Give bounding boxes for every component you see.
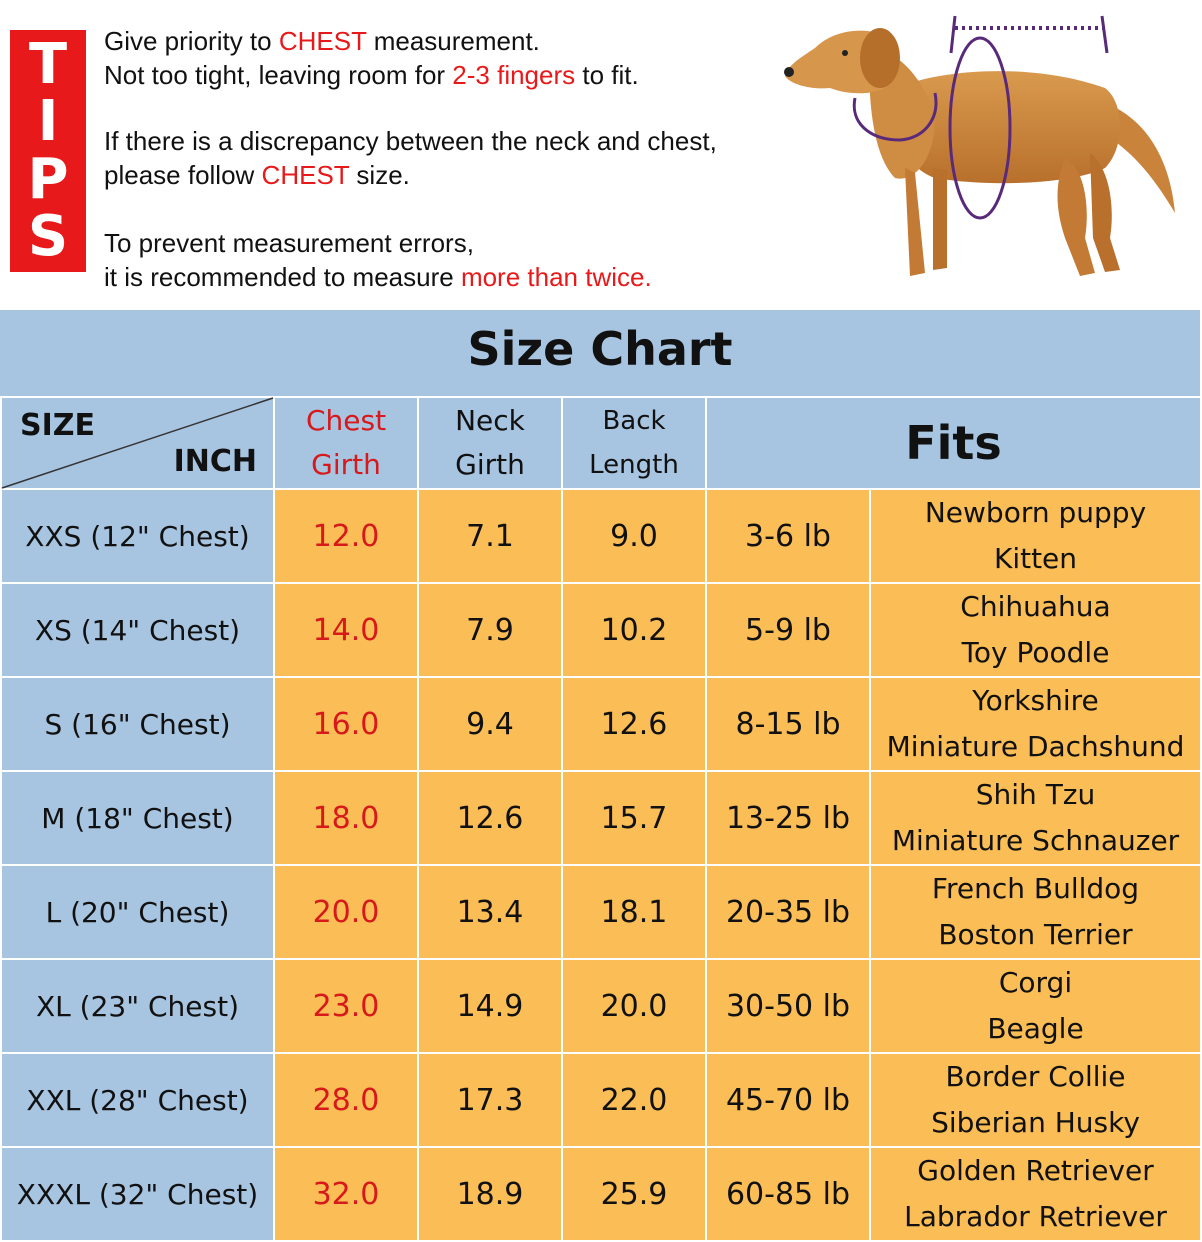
neck-cell: 12.6 [418,771,562,865]
weight-cell: 3-6 lb [706,489,870,583]
size-header-label: SIZE [20,408,96,443]
table-row [1,1053,1201,1147]
weight-cell: 5-9 lb [706,583,870,677]
table-row [1,1147,1201,1241]
weight-cell: 8-15 lb [706,677,870,771]
breed-label: Miniature Dachshund [886,730,1185,763]
weight-cell: 20-35 lb [706,865,870,959]
tip-line [104,24,639,58]
back-cell: 10.2 [562,583,706,677]
dog-measurement-illustration [775,8,1195,303]
chest-cell: 16.0 [274,677,418,771]
tip-chest-priority [104,24,639,92]
chest-cell: 20.0 [274,865,418,959]
header-line: Girth [455,448,525,481]
fits-cell [870,1053,1201,1147]
weight-cell: 13-25 lb [706,771,870,865]
chest-girth-header [274,397,418,489]
tip-highlight: CHEST [261,160,350,190]
fits-cell [870,677,1201,771]
back-cell: 25.9 [562,1147,706,1241]
tip-line: If there is a discrepancy between the neck and chest, [104,126,717,156]
tips-letter: P [27,146,69,212]
tip-highlight: 2-3 fingers [452,60,576,90]
header-line: Girth [311,448,381,481]
size-inch-header [1,397,274,489]
table-row [1,677,1201,771]
table-row [1,771,1201,865]
tip-text: measurement. [366,26,540,56]
chest-cell: 14.0 [274,583,418,677]
breed-label: Newborn puppy [924,496,1147,529]
size-cell: XXXL (32" Chest) [1,1147,274,1241]
chest-cell: 18.0 [274,771,418,865]
size-cell: XL (23" Chest) [1,959,274,1053]
breed-label: Corgi [998,966,1073,999]
neck-girth-header [418,397,562,489]
neck-cell: 17.3 [418,1053,562,1147]
back-cell: 18.1 [562,865,706,959]
tip-text: please follow [104,160,262,190]
weight-cell: 30-50 lb [706,959,870,1053]
breed-label: French Bulldog [931,872,1140,905]
fits-cell [870,489,1201,583]
back-cell: 12.6 [562,677,706,771]
size-cell: XS (14" Chest) [1,583,274,677]
size-cell: S (16" Chest) [1,677,274,771]
fits-cell [870,1147,1201,1241]
header-line: Back [602,406,666,436]
tips-letter: I [37,89,59,155]
chart-title: Size Chart [467,322,733,376]
neck-cell: 13.4 [418,865,562,959]
table-row [1,959,1201,1053]
inch-header-label: INCH [173,444,257,479]
fits-header: Fits [706,397,1201,489]
tip-line [104,58,639,92]
size-cell: XXL (28" Chest) [1,1053,274,1147]
back-cell: 15.7 [562,771,706,865]
header-line: Chest [305,404,387,437]
breed-label: Toy Poodle [961,636,1110,669]
tip-measure-twice [104,226,652,294]
breed-label: Kitten [993,542,1078,575]
tip-line: To prevent measurement errors, [104,228,474,258]
tip-discrepancy [104,124,717,192]
breed-label: Shih Tzu [975,778,1096,811]
weight-cell: 60-85 lb [706,1147,870,1241]
tip-text: size. [349,160,410,190]
tip-text: Give priority to [104,26,279,56]
breed-label: Golden Retriever [917,1154,1154,1187]
size-table [0,396,1202,1242]
neck-cell: 7.1 [418,489,562,583]
tip-text: it is recommended to measure [104,262,461,292]
tips-letter: S [27,204,69,270]
table-header-row [1,397,1201,489]
breed-label: Miniature Schnauzer [891,824,1180,857]
breed-label: Siberian Husky [931,1106,1140,1139]
tip-line [104,260,652,294]
tip-highlight: more than twice. [460,262,652,292]
breed-label: Chihuahua [960,590,1111,623]
back-cell: 22.0 [562,1053,706,1147]
tips-badge [10,30,86,272]
fits-cell [870,959,1201,1053]
chest-cell: 23.0 [274,959,418,1053]
breed-label: Border Collie [945,1060,1126,1093]
table-row [1,489,1201,583]
back-cell: 9.0 [562,489,706,583]
breed-label: Beagle [987,1012,1084,1045]
tip-highlight: CHEST [278,26,367,56]
weight-cell: 45-70 lb [706,1053,870,1147]
chest-cell: 12.0 [274,489,418,583]
chest-cell: 28.0 [274,1053,418,1147]
header-line: Neck [455,404,525,437]
header-line: Length [589,450,679,480]
size-cell: XXS (12" Chest) [1,489,274,583]
tip-text: Not too tight, leaving room for [104,60,453,90]
neck-cell: 18.9 [418,1147,562,1241]
table-row [1,583,1201,677]
fits-cell [870,865,1201,959]
table-row [1,865,1201,959]
neck-cell: 9.4 [418,677,562,771]
size-chart [0,310,1200,1233]
neck-cell: 7.9 [418,583,562,677]
fits-cell [870,583,1201,677]
breed-label: Boston Terrier [938,918,1133,951]
tip-text: to fit. [575,60,639,90]
fits-cell [870,771,1201,865]
chest-cell: 32.0 [274,1147,418,1241]
back-cell: 20.0 [562,959,706,1053]
breed-label: Labrador Retriever [904,1200,1167,1233]
back-length-header [562,397,706,489]
tip-line [104,158,717,192]
breed-label: Yorkshire [972,684,1099,717]
size-cell: M (18" Chest) [1,771,274,865]
size-cell: L (20" Chest) [1,865,274,959]
tips-letter: T [28,31,68,97]
neck-cell: 14.9 [418,959,562,1053]
